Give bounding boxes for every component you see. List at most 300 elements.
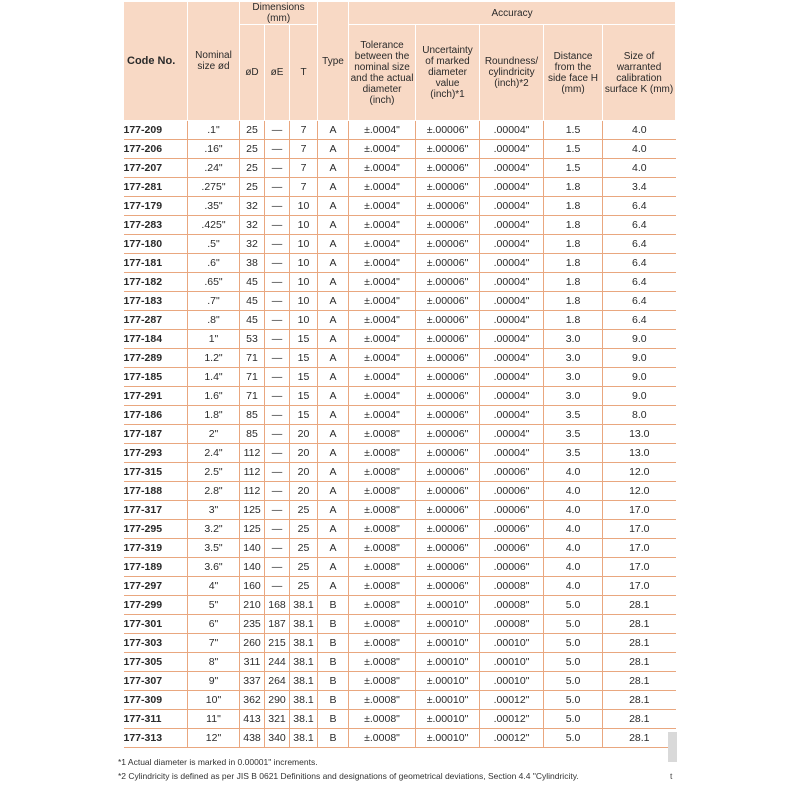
cell-nominal: 5" [188,596,240,615]
cell-type: A [318,368,349,387]
cell-surface: 13.0 [603,425,676,444]
table-row [124,463,676,482]
cell-surface: 28.1 [603,615,676,634]
cell-uncertainty: ±.00010" [416,672,480,691]
cell-surface: 6.4 [603,216,676,235]
cell-code: 177-307 [124,672,188,691]
cell-nominal: .7" [188,292,240,311]
cell-distance: 5.0 [544,710,603,729]
cell-roundness: .00008" [480,615,544,634]
cell-od: 125 [240,520,265,539]
cell-nominal: 3.6" [188,558,240,577]
table-row [124,558,676,577]
cell-surface: 28.1 [603,691,676,710]
cell-od: 125 [240,501,265,520]
table-row [124,197,676,216]
cell-od: 112 [240,482,265,501]
cell-tolerance: ±.0008" [349,596,416,615]
cell-roundness: .00012" [480,691,544,710]
cell-tolerance: ±.0004" [349,292,416,311]
cell-type: A [318,178,349,197]
cell-tolerance: ±.0004" [349,121,416,140]
cell-od: 25 [240,178,265,197]
cell-distance: 4.0 [544,482,603,501]
cell-t: 38.1 [290,729,318,748]
table-row [124,368,676,387]
table-row [124,577,676,596]
cell-surface: 9.0 [603,368,676,387]
cell-nominal: .6" [188,254,240,273]
cell-oe: — [265,159,290,178]
cell-tolerance: ±.0004" [349,216,416,235]
table-row [124,444,676,463]
table-row [124,330,676,349]
cell-t: 7 [290,140,318,159]
cell-oe: — [265,140,290,159]
cell-roundness: .00006" [480,520,544,539]
cell-oe: — [265,216,290,235]
header-nominal-size: Nominal size ød [188,2,240,121]
cell-code: 177-183 [124,292,188,311]
cell-surface: 28.1 [603,653,676,672]
cell-distance: 3.5 [544,425,603,444]
cell-t: 20 [290,444,318,463]
cell-nominal: 1.4" [188,368,240,387]
cell-uncertainty: ±.00006" [416,254,480,273]
cell-roundness: .00004" [480,368,544,387]
cell-surface: 6.4 [603,311,676,330]
cell-roundness: .00004" [480,330,544,349]
cell-t: 7 [290,159,318,178]
cell-type: A [318,444,349,463]
cell-tolerance: ±.0008" [349,634,416,653]
cell-surface: 6.4 [603,235,676,254]
cell-oe: — [265,425,290,444]
cell-uncertainty: ±.00006" [416,406,480,425]
cell-uncertainty: ±.00010" [416,596,480,615]
cell-type: B [318,634,349,653]
cell-type: B [318,729,349,748]
cell-t: 38.1 [290,615,318,634]
cell-type: A [318,482,349,501]
header-tolerance: Tolerance between the nominal size and the actual diameter (inch) [349,25,416,121]
cell-uncertainty: ±.00006" [416,140,480,159]
cell-t: 15 [290,368,318,387]
cell-uncertainty: ±.00010" [416,710,480,729]
table-row [124,235,676,254]
cell-oe: — [265,121,290,140]
cell-distance: 3.0 [544,330,603,349]
cell-distance: 1.8 [544,235,603,254]
cell-uncertainty: ±.00006" [416,178,480,197]
cell-code: 177-186 [124,406,188,425]
cell-surface: 17.0 [603,558,676,577]
cell-surface: 17.0 [603,520,676,539]
cell-od: 413 [240,710,265,729]
cell-nominal: 3.2" [188,520,240,539]
cell-tolerance: ±.0004" [349,254,416,273]
cell-t: 38.1 [290,653,318,672]
cell-roundness: .00004" [480,425,544,444]
cell-surface: 9.0 [603,330,676,349]
cell-uncertainty: ±.00006" [416,216,480,235]
cell-roundness: .00010" [480,653,544,672]
cell-oe: — [265,273,290,292]
cell-roundness: .00004" [480,273,544,292]
cell-tolerance: ±.0004" [349,330,416,349]
cell-code: 177-297 [124,577,188,596]
cell-tolerance: ±.0004" [349,349,416,368]
cell-roundness: .00010" [480,672,544,691]
cell-oe: 264 [265,672,290,691]
header-dimensions: Dimensions (mm) [240,2,318,25]
cell-oe: — [265,387,290,406]
cell-roundness: .00006" [480,463,544,482]
cell-od: 32 [240,235,265,254]
cell-surface: 4.0 [603,140,676,159]
header-oe: øE [265,25,290,121]
cell-uncertainty: ±.00006" [416,558,480,577]
cell-oe: 187 [265,615,290,634]
cell-type: B [318,615,349,634]
cell-tolerance: ±.0004" [349,387,416,406]
cell-roundness: .00006" [480,482,544,501]
table-row [124,311,676,330]
cell-distance: 5.0 [544,691,603,710]
cell-t: 25 [290,501,318,520]
cell-t: 10 [290,273,318,292]
cell-t: 25 [290,539,318,558]
cell-oe: — [265,577,290,596]
cell-roundness: .00004" [480,444,544,463]
cell-code: 177-305 [124,653,188,672]
cell-roundness: .00006" [480,558,544,577]
cell-oe: — [265,539,290,558]
cell-type: A [318,349,349,368]
cell-surface: 4.0 [603,121,676,140]
cell-uncertainty: ±.00010" [416,691,480,710]
cell-nominal: 7" [188,634,240,653]
cell-distance: 4.0 [544,463,603,482]
cell-code: 177-188 [124,482,188,501]
cell-t: 20 [290,425,318,444]
table-row [124,216,676,235]
cell-t: 25 [290,577,318,596]
cell-nominal: 3" [188,501,240,520]
cell-roundness: .00004" [480,197,544,216]
cell-nominal: .425" [188,216,240,235]
cell-oe: — [265,178,290,197]
cell-code: 177-313 [124,729,188,748]
cell-t: 10 [290,292,318,311]
cell-distance: 3.0 [544,349,603,368]
cell-distance: 1.5 [544,121,603,140]
cell-roundness: .00004" [480,311,544,330]
cell-nominal: .1" [188,121,240,140]
cell-oe: — [265,349,290,368]
cell-t: 10 [290,235,318,254]
cell-type: A [318,387,349,406]
cell-type: B [318,691,349,710]
cell-distance: 5.0 [544,634,603,653]
cell-code: 177-311 [124,710,188,729]
cell-roundness: .00004" [480,140,544,159]
cell-code: 177-299 [124,596,188,615]
table-row [124,273,676,292]
cell-code: 177-303 [124,634,188,653]
cell-roundness: .00008" [480,577,544,596]
cell-uncertainty: ±.00006" [416,273,480,292]
cell-uncertainty: ±.00006" [416,311,480,330]
cell-type: A [318,273,349,292]
table-row [124,539,676,558]
cell-tolerance: ±.0004" [349,368,416,387]
cell-nominal: 2" [188,425,240,444]
cell-uncertainty: ±.00010" [416,653,480,672]
header-od: øD [240,25,265,121]
cell-code: 177-295 [124,520,188,539]
cell-tolerance: ±.0008" [349,615,416,634]
cell-nominal: 1.6" [188,387,240,406]
table-row [124,140,676,159]
cell-code: 177-179 [124,197,188,216]
spec-table-container [123,2,675,748]
cell-distance: 4.0 [544,577,603,596]
cell-nominal: 3.5" [188,539,240,558]
cell-roundness: .00004" [480,254,544,273]
cell-tolerance: ±.0008" [349,729,416,748]
cell-oe: 244 [265,653,290,672]
header-t: T [290,25,318,121]
cell-oe: — [265,311,290,330]
cell-oe: — [265,520,290,539]
cell-roundness: .00004" [480,159,544,178]
cell-oe: 215 [265,634,290,653]
table-row [124,292,676,311]
cell-nominal: .65" [188,273,240,292]
cell-uncertainty: ±.00006" [416,330,480,349]
cell-surface: 13.0 [603,444,676,463]
cell-type: A [318,558,349,577]
cell-nominal: .275" [188,178,240,197]
cell-t: 10 [290,216,318,235]
table-row [124,482,676,501]
cell-t: 20 [290,463,318,482]
cell-t: 15 [290,406,318,425]
cell-t: 7 [290,121,318,140]
cell-od: 45 [240,273,265,292]
cell-uncertainty: ±.00006" [416,197,480,216]
cell-t: 38.1 [290,672,318,691]
cell-distance: 5.0 [544,729,603,748]
cell-uncertainty: ±.00006" [416,501,480,520]
cell-roundness: .00006" [480,539,544,558]
cell-nominal: 2.4" [188,444,240,463]
cell-tolerance: ±.0008" [349,710,416,729]
cell-uncertainty: ±.00006" [416,539,480,558]
cell-type: A [318,577,349,596]
cell-surface: 28.1 [603,672,676,691]
cell-nominal: .8" [188,311,240,330]
cell-nominal: 1" [188,330,240,349]
cell-od: 337 [240,672,265,691]
cell-nominal: 8" [188,653,240,672]
cell-nominal: 9" [188,672,240,691]
cell-code: 177-209 [124,121,188,140]
cell-distance: 1.8 [544,197,603,216]
cell-surface: 28.1 [603,596,676,615]
cell-t: 15 [290,349,318,368]
table-row [124,178,676,197]
cell-t: 38.1 [290,634,318,653]
cell-uncertainty: ±.00010" [416,729,480,748]
cell-code: 177-206 [124,140,188,159]
cell-surface: 9.0 [603,387,676,406]
cell-od: 260 [240,634,265,653]
cell-type: A [318,539,349,558]
cell-t: 38.1 [290,691,318,710]
cell-roundness: .00004" [480,178,544,197]
cell-surface: 6.4 [603,273,676,292]
cell-oe: — [265,254,290,273]
cell-tolerance: ±.0008" [349,520,416,539]
cell-nominal: 1.8" [188,406,240,425]
cell-uncertainty: ±.00006" [416,368,480,387]
cell-oe: — [265,444,290,463]
cell-t: 20 [290,482,318,501]
cell-type: A [318,159,349,178]
cell-type: A [318,463,349,482]
table-row [124,501,676,520]
cell-tolerance: ±.0004" [349,235,416,254]
cell-roundness: .00010" [480,634,544,653]
cell-od: 438 [240,729,265,748]
table-row [124,710,676,729]
cell-oe: 168 [265,596,290,615]
cell-tolerance: ±.0008" [349,653,416,672]
table-row [124,349,676,368]
cell-code: 177-189 [124,558,188,577]
cell-nominal: .16" [188,140,240,159]
cell-od: 112 [240,444,265,463]
cell-distance: 4.0 [544,558,603,577]
cell-type: A [318,406,349,425]
cell-od: 25 [240,140,265,159]
cell-nominal: 2.8" [188,482,240,501]
cell-type: A [318,121,349,140]
footnote-1: *1 Actual diameter is marked in 0.00001" increments. [118,757,318,767]
cell-od: 160 [240,577,265,596]
table-row [124,425,676,444]
cell-t: 10 [290,254,318,273]
cell-type: A [318,501,349,520]
cell-type: A [318,254,349,273]
cell-oe: — [265,558,290,577]
cell-distance: 1.8 [544,292,603,311]
cell-distance: 4.0 [544,539,603,558]
table-row [124,615,676,634]
cell-surface: 12.0 [603,463,676,482]
cell-code: 177-187 [124,425,188,444]
cell-surface: 17.0 [603,501,676,520]
cell-od: 71 [240,368,265,387]
cell-oe: 290 [265,691,290,710]
cell-type: B [318,653,349,672]
cell-distance: 1.8 [544,311,603,330]
table-row [124,653,676,672]
cell-code: 177-281 [124,178,188,197]
cell-uncertainty: ±.00006" [416,121,480,140]
cell-od: 45 [240,292,265,311]
cell-surface: 9.0 [603,349,676,368]
cell-roundness: .00004" [480,387,544,406]
cell-t: 25 [290,558,318,577]
cell-surface: 8.0 [603,406,676,425]
cell-code: 177-289 [124,349,188,368]
table-row [124,159,676,178]
table-row [124,406,676,425]
header-accuracy: Accuracy [349,2,676,25]
cell-od: 32 [240,197,265,216]
table-body [124,121,676,748]
cell-oe: — [265,406,290,425]
cell-code: 177-319 [124,539,188,558]
cell-od: 25 [240,159,265,178]
cell-surface: 4.0 [603,159,676,178]
table-row [124,729,676,748]
cell-od: 140 [240,539,265,558]
header-code-no: Code No. [124,2,188,121]
cell-code: 177-315 [124,463,188,482]
cell-code: 177-184 [124,330,188,349]
cell-uncertainty: ±.00006" [416,520,480,539]
cell-distance: 1.5 [544,140,603,159]
cell-tolerance: ±.0008" [349,482,416,501]
cell-nominal: .35" [188,197,240,216]
cell-type: A [318,235,349,254]
cell-roundness: .00004" [480,292,544,311]
header-surface: Size of warranted calibration surface K (mm) [603,25,676,121]
cell-nominal: 2.5" [188,463,240,482]
cell-od: 140 [240,558,265,577]
cell-tolerance: ±.0008" [349,425,416,444]
cell-surface: 6.4 [603,254,676,273]
table-row [124,254,676,273]
cell-tolerance: ±.0004" [349,197,416,216]
cell-od: 235 [240,615,265,634]
table-row [124,672,676,691]
cell-roundness: .00004" [480,406,544,425]
cell-uncertainty: ±.00006" [416,159,480,178]
spec-table [123,2,676,748]
table-row [124,121,676,140]
cell-oe: 321 [265,710,290,729]
cell-surface: 3.4 [603,178,676,197]
cell-tolerance: ±.0004" [349,273,416,292]
cell-type: A [318,520,349,539]
cell-code: 177-293 [124,444,188,463]
page-edge-mark [668,732,677,762]
cell-distance: 5.0 [544,596,603,615]
header-roundness: Roundness/ cylindricity (inch)*2 [480,25,544,121]
cell-oe: — [265,330,290,349]
cell-oe: — [265,197,290,216]
cell-od: 25 [240,121,265,140]
cell-tolerance: ±.0008" [349,577,416,596]
cell-od: 85 [240,425,265,444]
cell-od: 112 [240,463,265,482]
cell-roundness: .00004" [480,216,544,235]
